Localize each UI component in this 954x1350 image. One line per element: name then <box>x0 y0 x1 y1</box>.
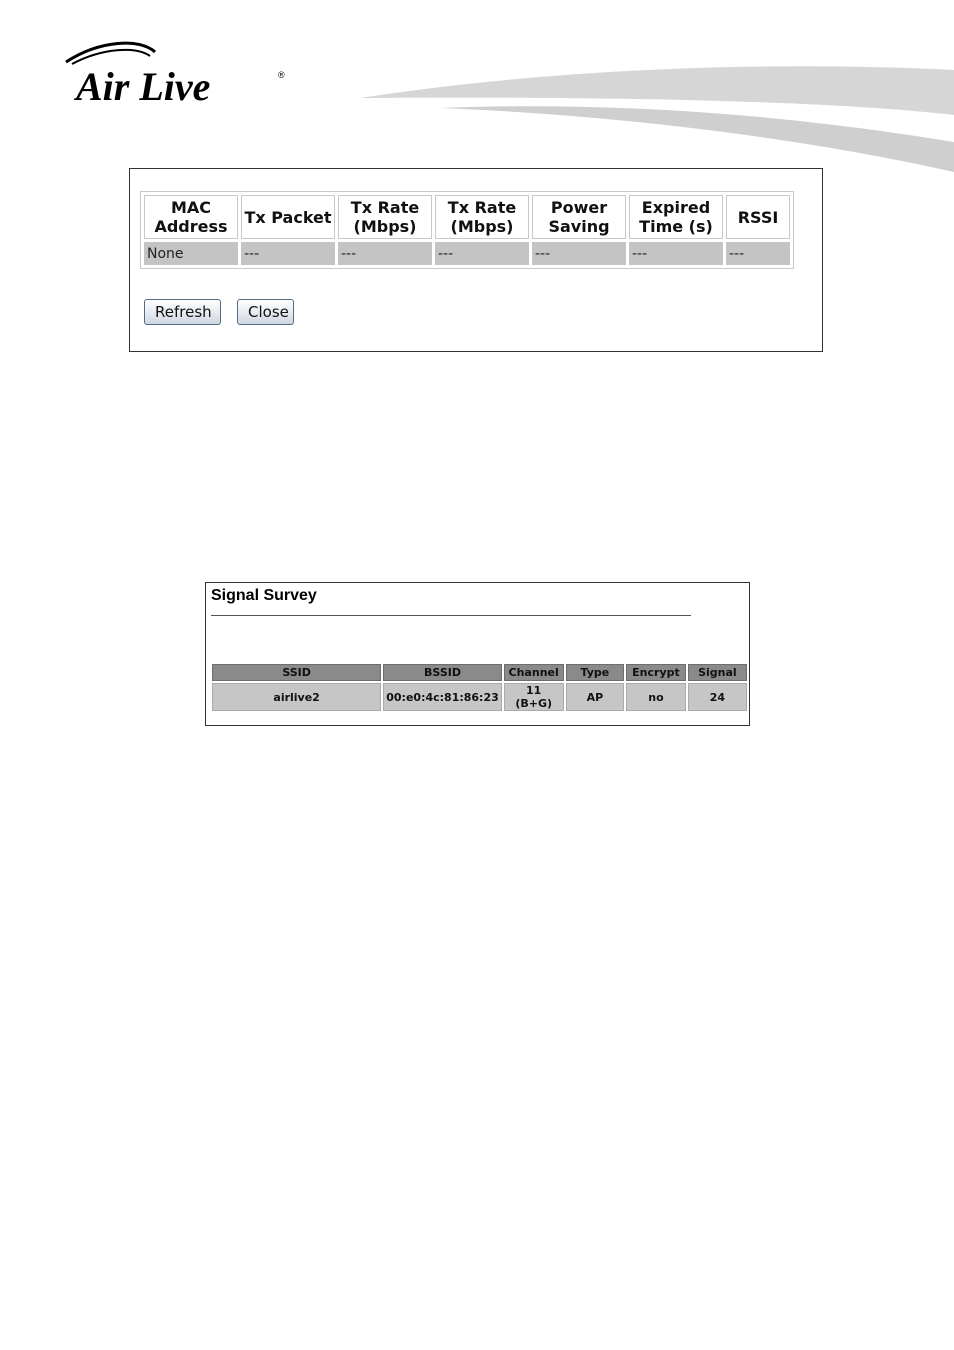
col-signal: Signal <box>688 664 747 681</box>
col-encrypt: Encrypt <box>626 664 686 681</box>
signal-survey-panel <box>205 582 750 726</box>
logo-text: Air Live <box>76 64 211 109</box>
cell-tx-rate-2: --- <box>435 242 529 265</box>
col-mac-address: MAC Address <box>144 195 238 239</box>
cell-expired-time: --- <box>629 242 723 265</box>
cell-ssid: airlive2 <box>212 683 381 711</box>
col-expired-time: Expired Time (s) <box>629 195 723 239</box>
table-row[interactable] <box>212 683 747 711</box>
col-power-saving: Power Saving <box>532 195 626 239</box>
associated-clients-panel <box>129 168 823 352</box>
survey-table <box>210 662 749 713</box>
cell-bssid: 00:e0:4c:81:86:23 <box>383 683 502 711</box>
airlive-logo <box>60 40 300 110</box>
cell-signal: 24 <box>688 683 747 711</box>
col-rssi: RSSI <box>726 195 790 239</box>
table-header-row <box>212 664 747 681</box>
cell-channel: 11 (B+G) <box>504 683 564 711</box>
survey-title: Signal Survey <box>211 587 317 604</box>
cell-mac: None <box>144 242 238 265</box>
title-divider <box>211 615 691 616</box>
col-ssid: SSID <box>212 664 381 681</box>
cell-type: AP <box>566 683 625 711</box>
col-tx-rate-2: Tx Rate (Mbps) <box>435 195 529 239</box>
table-header-row <box>144 195 790 239</box>
cell-tx-packet: --- <box>241 242 335 265</box>
trademark-mark: ® <box>278 70 285 80</box>
cell-encrypt: no <box>626 683 686 711</box>
close-button[interactable]: Close <box>237 299 294 325</box>
col-channel: Channel <box>504 664 564 681</box>
col-type: Type <box>566 664 625 681</box>
cell-rssi: --- <box>726 242 790 265</box>
cell-power-saving: --- <box>532 242 626 265</box>
refresh-button[interactable]: Refresh <box>144 299 221 325</box>
col-bssid: BSSID <box>383 664 502 681</box>
associated-clients-table <box>140 191 794 269</box>
table-row <box>144 242 790 265</box>
col-tx-packet: Tx Packet <box>241 195 335 239</box>
col-tx-rate-1: Tx Rate (Mbps) <box>338 195 432 239</box>
cell-tx-rate-1: --- <box>338 242 432 265</box>
